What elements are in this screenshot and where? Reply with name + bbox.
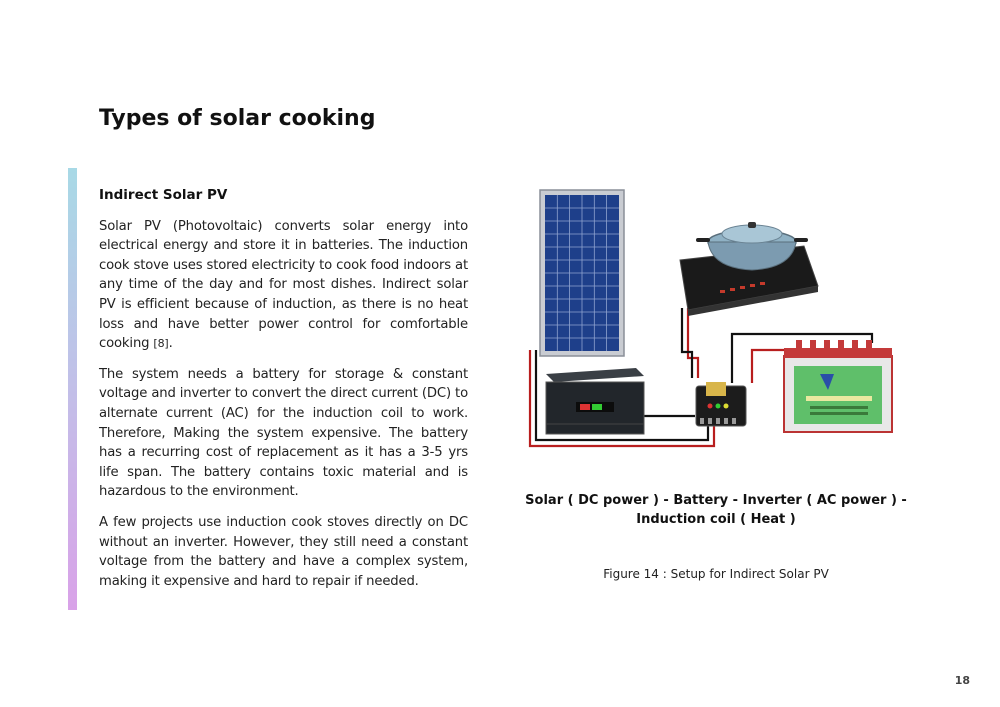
text-column (99, 186, 468, 602)
flow-caption: Solar ( DC power ) - Battery - Inverter ( AC power ) - Induction coil ( Heat ) (525, 493, 907, 527)
paragraph-1: Solar PV (Photovoltaic) converts solar energy into electrical energy and store it in batteries. The induction cook stove uses stored electricity to cook food indoors at any time of the day and for most dishes. Indirect solar PV is efficient because of induction, as there is no heat loss and have better power control for comfortable cooking [8]. (99, 218, 468, 352)
paragraph-3: A few projects use induction cook stoves directly on DC without an inverter. However, they still need a constant voltage from the battery and have a complex system, making it expensive and hard to repair if needed. (99, 514, 468, 589)
charge-controller-icon (696, 382, 746, 426)
induction-stove-icon (680, 222, 818, 316)
citation: [8] (153, 337, 169, 351)
page-number: 18 (954, 674, 970, 687)
page-title: Types of solar cooking (99, 106, 376, 131)
section-subheading: Indirect Solar PV (99, 187, 228, 203)
solar-panel-icon (540, 190, 624, 356)
figure-caption: Figure 14 : Setup for Indirect Solar PV (603, 567, 829, 581)
battery-icon (784, 340, 892, 432)
paragraph-2: The system needs a battery for storage & constant voltage and inverter to convert the direct current (DC) to alternate current (AC) for the induction coil to work. Therefore, Making the system expensive. The battery has a recurring cost of replacement as it has a 3-5 yrs life span. The battery contains toxic material and is hazardous to the environment. (99, 366, 468, 500)
paragraph-1-text: Solar PV (Photovoltaic) converts solar energy into electrical energy and store it in batteries. The induction cook stove uses stored electricity to cook food indoors at any time of the day and for most dishes. Indirect solar PV is efficient because of induction, as there is no heat loss and have better power control for comfortable cooking (99, 218, 468, 352)
solar-pv-setup-figure (520, 178, 920, 450)
accent-bar (68, 168, 77, 610)
inverter-icon (546, 368, 644, 434)
